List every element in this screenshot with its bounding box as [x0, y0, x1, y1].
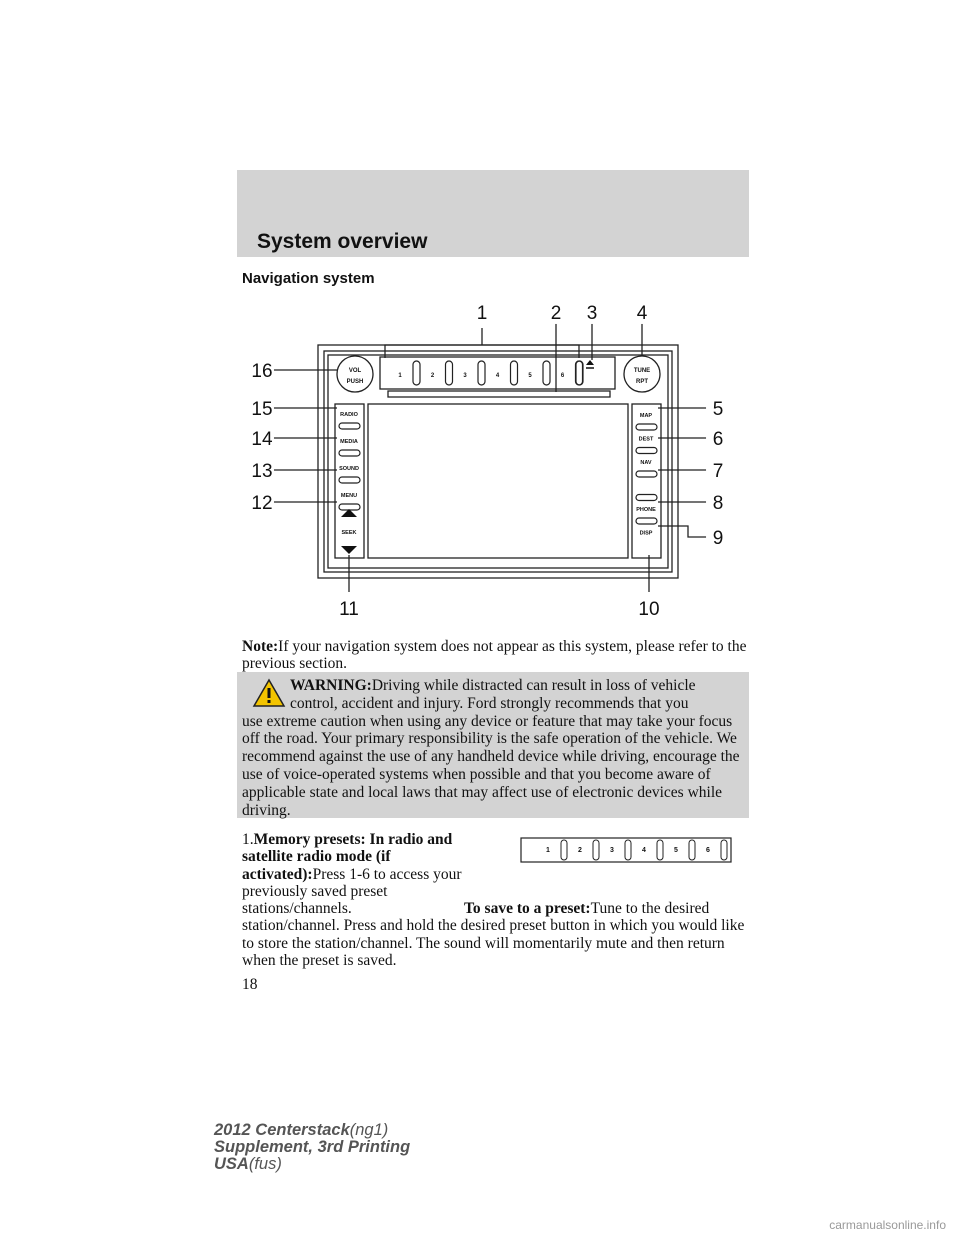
navigation-unit-diagram — [240, 290, 740, 630]
preset-label-1: 1 — [398, 373, 402, 379]
left-button-label: MEDIA — [340, 439, 358, 445]
svg-text:1: 1 — [546, 847, 550, 854]
preset-button-4 — [511, 361, 518, 385]
right-button-label: NAV — [640, 460, 652, 466]
right-button-label: PHONE — [636, 507, 656, 513]
preset-buttons-illustration — [520, 837, 732, 863]
right-button-label: DEST — [638, 436, 654, 443]
memory-presets-item: 1.Memory presets: In radio and satellite radio mode (if activated):Press 1-6 to access your previously saved preset stations/channels. To save to a preset:Tune to the desired station/channel. Press and hold the desired preset button in which you would like to store the station/channel. The sound will momentarily mute and then return when the preset is saved. — [242, 831, 745, 970]
callout-6: 6 — [712, 429, 724, 450]
callout-15: 15 — [251, 399, 273, 420]
preset-button-3 — [478, 361, 485, 385]
right-button-label: DISP — [639, 530, 653, 537]
preset-button-2 — [446, 361, 453, 385]
print-footer: 2012 Centerstack(ng1) Supplement, 3rd Printing USA(fus) — [214, 1121, 411, 1173]
right-button — [636, 495, 657, 501]
svg-text:5: 5 — [674, 847, 678, 854]
preset-button-5 — [543, 361, 550, 385]
svg-text:RPT: RPT — [636, 379, 648, 385]
left-button-label: MENU — [340, 493, 358, 499]
left-button — [339, 423, 360, 429]
callout-5: 5 — [712, 399, 724, 420]
svg-text:4: 4 — [642, 847, 646, 854]
seek-down-icon — [341, 546, 357, 554]
svg-text:6: 6 — [706, 847, 710, 854]
right-button — [636, 424, 657, 430]
left-button — [339, 450, 360, 456]
callout-12: 12 — [251, 493, 273, 514]
callout-11: 11 — [339, 599, 359, 620]
callout-14: 14 — [251, 429, 273, 450]
callout-8: 8 — [712, 493, 724, 514]
right-button-label: MAP — [639, 413, 653, 419]
callout-10: 10 — [638, 599, 660, 620]
preset-label-2: 2 — [430, 373, 435, 379]
right-button — [636, 518, 657, 524]
note-paragraph: Note:If your navigation system does not appear as this system, please refer to the previous section. — [242, 638, 747, 672]
svg-text:PUSH: PUSH — [346, 379, 364, 385]
preset-label-6: 6 — [560, 373, 565, 379]
left-button — [339, 504, 360, 510]
preset-label-5: 5 — [528, 373, 532, 379]
preset-label-4: 4 — [495, 373, 500, 379]
left-button — [339, 477, 360, 483]
callout-4: 4 — [636, 303, 648, 324]
callout-1: 1 — [476, 303, 488, 324]
svg-text:3: 3 — [610, 847, 614, 854]
callout-16: 16 — [251, 361, 273, 382]
warning-text: WARNING:Driving while distracted can result in loss of vehicle control, accident and injury. Ford strongly recommends that you use extreme caution when using any device or feature that may take your focus off the road. Your primary responsibility is the safe operation of the vehicle. We recommend against the use of any handheld device while driving, encourage the use of voice-operated systems when possible and that you become aware of applicable state and local laws that may affect use of electronic devices while driving. — [242, 677, 740, 819]
preset-label-3: 3 — [463, 373, 467, 379]
left-button-label: SOUND — [339, 466, 359, 472]
right-button — [636, 471, 657, 477]
svg-text:VOL: VOL — [348, 368, 362, 374]
svg-text:TUNE: TUNE — [633, 368, 651, 374]
eject-icon — [586, 360, 594, 365]
callout-9: 9 — [712, 528, 724, 549]
callout-7: 7 — [712, 461, 724, 482]
callout-13: 13 — [251, 461, 273, 482]
right-button — [636, 448, 657, 454]
callout-3: 3 — [586, 303, 598, 324]
left-button-label: RADIO — [340, 412, 358, 418]
callout-2: 2 — [550, 303, 562, 324]
preset-button-1 — [413, 361, 420, 385]
svg-text:2: 2 — [578, 847, 582, 854]
watermark: carmanualsonline.info — [829, 1218, 946, 1232]
section-title: Navigation system — [242, 270, 375, 287]
page-header-title: System overview — [257, 230, 428, 253]
svg-text:SEEK: SEEK — [341, 530, 357, 536]
page-number: 18 — [242, 976, 258, 993]
